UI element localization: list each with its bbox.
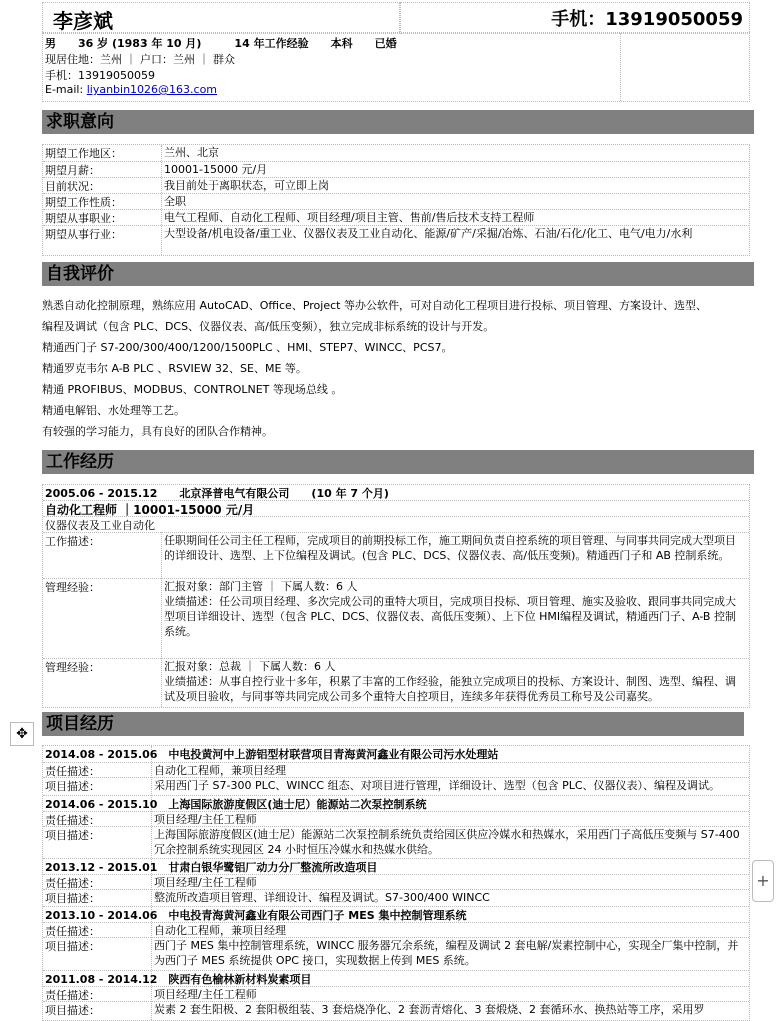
section-self-title: 自我评价 <box>46 264 114 284</box>
duty-label: 责任描述： <box>45 877 100 890</box>
basic-info <box>42 32 750 102</box>
intent-label: 期望工作性质： <box>45 196 122 209</box>
phone-box <box>400 2 750 34</box>
self-line: 精通罗克韦尔 A-B PLC 、RSVIEW 32、SE、ME 等。 <box>42 362 307 375</box>
work-label: 工作描述： <box>45 535 100 548</box>
intent-label: 期望工作地区： <box>45 147 122 160</box>
photo-divider <box>620 33 621 101</box>
intent-label: 期望从事行业： <box>45 228 122 241</box>
intent-row <box>43 161 749 178</box>
work-value: 汇报对象：部门主管 ｜ 下属人数：6 人 业绩描述：任公司项目经理、多次完成公司的重特大项目，完成项目投标、项目管理、施实及验收、跟同事共同完成大型项目详细设计、选型（包含 PLC、DCS、仪器仪表、高低压变频）、上下位 HMI编程及调试，精通西门子、A-B 控制系统。 <box>164 580 736 638</box>
intent-value: 大型设备/机电设备/重工业、仪器仪表及工业自动化、能源/矿产/采掘/冶炼、石油/石化/化工、电气/电力/水利 <box>164 227 693 240</box>
info-line-3: 手机：13919050059 <box>45 69 155 82</box>
section-work <box>42 450 754 474</box>
candidate-name: 李彦斌 <box>53 9 113 33</box>
email-link[interactable]: liyanbin1026@163.com <box>86 83 218 96</box>
intent-row <box>43 193 749 210</box>
intent-label: 期望月薪： <box>45 164 100 177</box>
project-duty-row <box>43 922 749 938</box>
intent-label: 期望从事职业： <box>45 212 122 225</box>
work-position-text: 自动化工程师 ｜10001-15000 元/月 <box>45 503 255 517</box>
intent-value: 全职 <box>164 195 186 208</box>
project-title: 2011.08 - 2014.12 陕西有色榆林新材料炭素项目 <box>45 973 312 986</box>
plus-icon[interactable]: + <box>752 860 774 902</box>
work-industry <box>43 516 749 533</box>
desc-label: 项目描述： <box>45 1004 100 1017</box>
project-desc-row <box>43 826 749 859</box>
desc-label: 项目描述： <box>45 780 100 793</box>
self-line: 有较强的学习能力，具有良好的团队合作精神。 <box>42 425 273 438</box>
project-duty-row <box>43 762 749 778</box>
email-label: E-mail: <box>45 83 87 96</box>
desc-value: 整流所改造项目管理、详细设计、编程及调试。S7-300/400 WINCC <box>154 891 490 904</box>
work-table <box>42 484 750 708</box>
duty-value: 项目经理/主任工程师 <box>154 876 257 889</box>
work-label: 管理经验： <box>45 581 100 594</box>
duty-label: 责任描述： <box>45 814 100 827</box>
intent-value: 10001-15000 元/月 <box>164 163 268 176</box>
work-row <box>43 658 749 708</box>
intent-row <box>43 209 749 226</box>
intent-value: 电气工程师、自动化工程师、项目经理/项目主管、售前/售后技术支持工程师 <box>164 211 535 224</box>
work-value: 任职期间任公司主任工程师，完成项目的前期投标工作，施工期间负责自控系统的项目管理、与同事共同完成大型项目的详细设计、选型、上下位编程及调试。(包含 PLC、DCS、仪器仪表、高/低压变频)。精通西门子和 AB 控制系统。 <box>164 534 736 562</box>
section-project-title: 项目经历 <box>46 714 114 734</box>
section-self <box>42 262 754 286</box>
desc-value: 西门子 MES 集中控制管理系统，WINCC 服务器冗余系统，编程及调试 2 套电解/炭素控制中心，实现全厂集中控制，并为西门子 MES 系统提供 OPC 接口，实现数据上传到 MES 系统。 <box>154 939 739 967</box>
duty-label: 责任描述： <box>45 765 100 778</box>
intent-table <box>42 144 750 256</box>
self-line: 熟悉自动化控制原理，熟练应用 AutoCAD、Office、Project 等办公软件，可对自动化工程项目进行投标、项目管理、方案设计、选型、 <box>42 299 707 312</box>
desc-value: 上海国际旅游度假区(迪士尼）能源站二次泵控制系统负责给园区供应冷媒水和热媒水，采用西门子高低压变频与 S7-400 冗余控制系统实现园区 24 小时恒压冷媒水和热媒水供给。 <box>154 828 740 856</box>
project-desc-row <box>43 937 749 971</box>
section-work-title: 工作经历 <box>46 452 114 472</box>
project-title: 2014.08 - 2015.06 中电投黄河中上游铝型材联营项目青海黄河鑫业有限公司污水处理站 <box>45 748 499 761</box>
duty-value: 项目经理/主任工程师 <box>154 813 257 826</box>
project-desc-row <box>43 1001 749 1021</box>
move-icon[interactable]: ✥ <box>10 722 34 746</box>
duty-label: 责任描述： <box>45 925 100 938</box>
duty-value: 自动化工程师，兼项目经理 <box>154 924 286 937</box>
desc-value: 采用西门子 S7-300 PLC、WINCC 组态、对项目进行管理，详细设计、选型（包含 PLC、仪器仪表）、编程及调试。 <box>154 779 721 792</box>
work-row <box>43 532 749 579</box>
work-industry-text: 仪器仪表及工业自动化 <box>45 519 155 532</box>
info-line-2: 现居住地：兰州 ｜ 户口：兰州 ｜ 群众 <box>45 53 235 66</box>
desc-label: 项目描述： <box>45 892 100 905</box>
section-project <box>42 712 744 736</box>
work-label: 管理经验： <box>45 661 100 674</box>
project-desc-row <box>43 889 749 907</box>
self-evaluation <box>42 295 754 442</box>
intent-row <box>43 177 749 194</box>
project-title: 2013.12 - 2015.01 甘肃白银华鹭铝厂动力分厂整流所改造项目 <box>45 861 378 874</box>
info-line-email <box>45 83 217 96</box>
project-title: 2013.10 - 2014.06 中电投青海黄河鑫业有限公司西门子 MES 集中控制管理系统 <box>45 909 467 922</box>
project-title-row <box>43 858 749 875</box>
duty-value: 项目经理/主任工程师 <box>154 988 257 1001</box>
section-intent <box>42 110 754 134</box>
desc-value: 炭素 2 套生阳极、2 套阳极组装、3 套焙烧净化、2 套沥青熔化、3 套煅烧、2 套循环水、换热站等工序，采用罗 <box>154 1003 705 1016</box>
self-line: 精通 PROFIBUS、MODBUS、CONTROLNET 等现场总线 。 <box>42 383 343 396</box>
project-title-row <box>43 906 749 923</box>
work-period <box>43 485 749 500</box>
self-line: 精通电解铝、水处理等工艺。 <box>42 404 185 417</box>
project-duty-row <box>43 874 749 890</box>
work-position <box>43 500 749 517</box>
project-title-row <box>43 795 749 812</box>
project-duty-row <box>43 986 749 1002</box>
section-intent-title: 求职意向 <box>46 112 114 132</box>
project-title: 2014.06 - 2015.10 上海国际旅游度假区(迪士尼）能源站二次泵控制系统 <box>45 798 427 811</box>
desc-label: 项目描述： <box>45 940 100 953</box>
duty-value: 自动化工程师，兼项目经理 <box>154 764 286 777</box>
intent-label: 目前状况： <box>45 180 100 193</box>
self-line: 编程及调试（包含 PLC、DCS、仪器仪表、高/低压变频），独立完成非标系统的设计与开发。 <box>42 320 495 333</box>
project-desc-row <box>43 777 749 796</box>
intent-value: 兰州、北京 <box>164 146 219 159</box>
info-line-1: 男 36 岁 (1983 年 10 月) 14 年工作经验 本科 已婚 <box>45 37 397 50</box>
candidate-phone: 手机：13919050059 <box>551 9 743 30</box>
name-box <box>42 2 400 34</box>
desc-label: 项目描述： <box>45 829 100 842</box>
intent-value: 我目前处于离职状态，可立即上岗 <box>164 179 329 192</box>
intent-row <box>43 225 749 256</box>
project-table <box>42 745 750 1021</box>
duty-label: 责任描述： <box>45 989 100 1002</box>
self-line: 精通西门子 S7-200/300/400/1200/1500PLC 、HMI、STEP7、WINCC、PCS7。 <box>42 341 453 354</box>
work-value: 汇报对象：总裁 ｜ 下属人数：6 人 业绩描述：从事自控行业十多年，积累了丰富的工作经验，能独立完成项目的投标、方案设计、制图、选型、编程、调试及项目验收，与同事等共同完成公司多个重特大自控项目，连续多年获得优秀员工称号及公司嘉奖。 <box>164 660 736 703</box>
project-title-row <box>43 970 749 987</box>
work-row <box>43 578 749 659</box>
project-duty-row <box>43 811 749 827</box>
project-title-row <box>43 746 749 762</box>
intent-row <box>43 145 749 161</box>
work-period-text: 2005.06 - 2015.12 北京泽普电气有限公司 (10 年 7 个月) <box>45 487 389 500</box>
